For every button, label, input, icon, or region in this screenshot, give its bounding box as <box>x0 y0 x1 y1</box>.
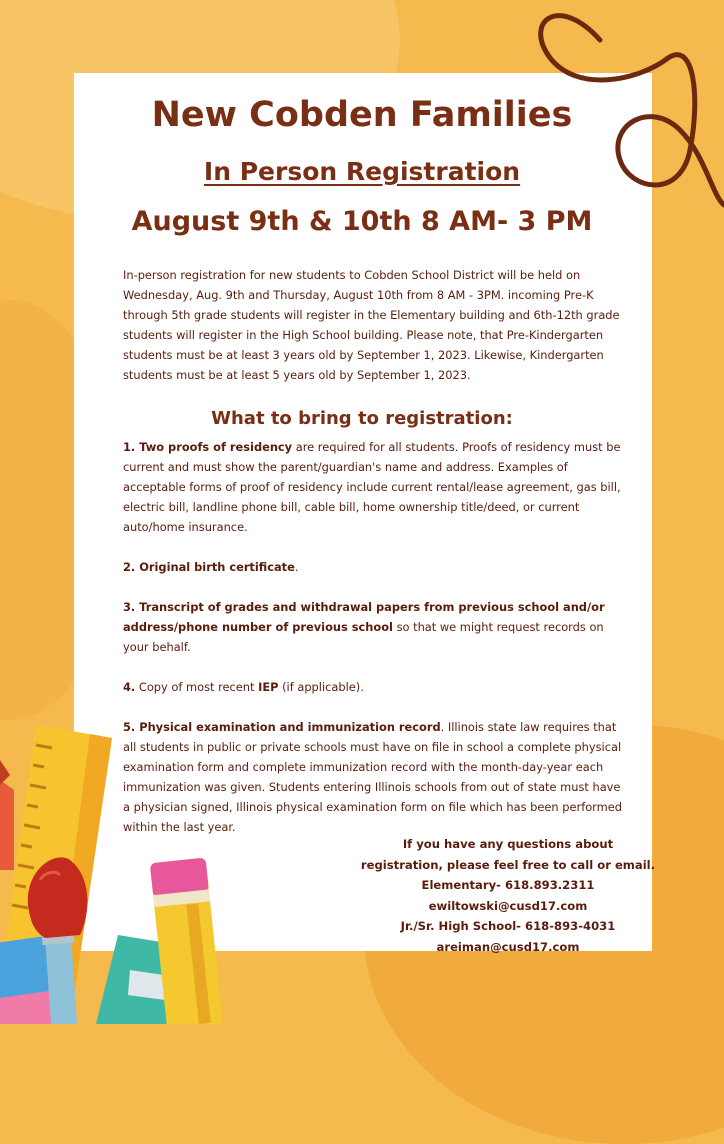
item-bold: 1. Two proofs of residency <box>123 440 293 454</box>
item-text: so that we might request records on your behalf. <box>123 620 604 654</box>
item-number: 4. <box>123 680 136 694</box>
item-bold: IEP <box>258 680 279 694</box>
item-text: Copy of most recent <box>135 680 259 694</box>
highschool-phone: Jr./Sr. High School- 618-893-4031 <box>400 919 616 933</box>
item-text: . <box>294 560 299 574</box>
item-bold: 5. Physical examination and immunization record <box>123 720 441 734</box>
item-text: are required for all students. Proofs of residency must be current and must show the parent/guardian's name and address. Examples of acceptable forms of proof of residency include current rental/lease agreement, gas bill, electric bill, landline phone bill, cable bill, home ownership title/deed, or current auto/home insurance. <box>123 440 621 534</box>
highschool-email: areiman@cusd17.com <box>436 939 580 954</box>
contact-line: registration, please feel free to call or email. <box>360 857 656 872</box>
subtitle: In Person Registration <box>203 157 521 186</box>
intro-paragraph: In-person registration for new students to Cobden School District will be held on Wednesday, Aug. 9th and Thursday, August 10th from 8 AM - 3PM. incoming Pre-K through 5th grade students will register in the Elementary building and 6th-12th grade students will register in the High School building. Please note, that Pre-Kindergarten students must be at least 3 years old by September 1, 2023. Likewise, Kindergarten students must be at least 5 years old by September 1, 2023. <box>123 268 620 382</box>
elementary-phone: Elementary- 618.893.2311 <box>421 878 595 892</box>
contact-line: If you have any questions about <box>402 837 614 851</box>
item-bold: 2. Original birth certificate <box>123 560 295 574</box>
item-text: (if applicable). <box>278 680 364 694</box>
page-title: New Cobden Families <box>151 95 573 135</box>
crayon-icon <box>0 760 14 870</box>
item-bold: 3. Transcript of grades and withdrawal papers from previous school and/or address/phone number of previous school <box>123 600 605 634</box>
item-text: . Illinois state law requires that all students in public or private schools must have on file in school a complete physical examination form and complete immunization record with the month-day-year each immunization was given. Students entering Illinois schools from out of state must have a physician signed, Illinois physical examination form on file which has been performed within the last year. <box>123 720 622 834</box>
dates-heading: August 9th & 10th 8 AM- 3 PM <box>131 206 593 237</box>
elementary-email: ewiltowski@cusd17.com <box>428 898 588 913</box>
bring-heading: What to bring to registration: <box>211 408 513 429</box>
